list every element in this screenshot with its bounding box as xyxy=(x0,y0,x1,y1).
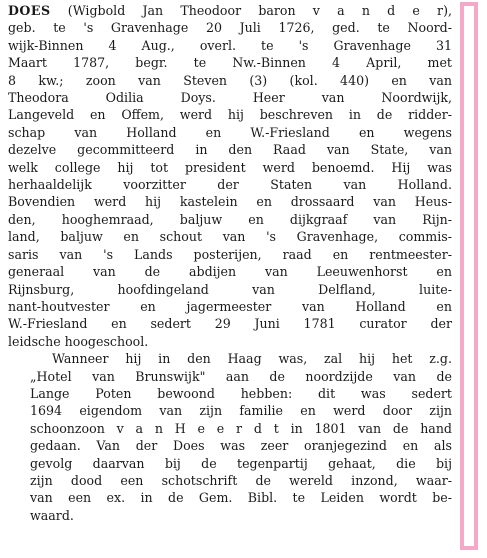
entry-line-1 xyxy=(8,2,452,19)
text-line: waard. xyxy=(30,507,74,523)
text-line: saris van 's Lands posterijen, raad en rentmeester- xyxy=(8,246,452,262)
text-line: schap van Holland en W.-Friesland en wegens xyxy=(8,124,452,140)
paragraph-1 xyxy=(8,2,452,350)
text-line: (Wigbold Jan Theodoor baron v a n d e r), xyxy=(67,3,452,18)
paragraph-2 xyxy=(8,350,452,524)
text-line: nant-houtvester en jagermeester van Holland en xyxy=(8,298,452,314)
text-line: 8 kw.; zoon van Steven (3) (kol. 440) en van xyxy=(8,72,452,88)
text-line: Langeveld en Offem, werd hij beschreven in de ridder- xyxy=(8,107,452,123)
text-line: wijk-Binnen 4 Aug., overl. te 's Gravenhage 31 xyxy=(8,37,452,53)
text-line: Theodora Odilia Doys. Heer van Noordwijk, xyxy=(8,90,452,106)
text-line: W.-Friesland en sedert 29 Juni 1781 curator der xyxy=(8,316,452,332)
text-line: welk college hij tot president werd benoemd. Hij was xyxy=(8,159,452,175)
text-line: „Hotel van Brunswijk" aan de noordzijde van de xyxy=(30,368,452,384)
text-line: generaal van de abdijen van Leeuwenhorst en xyxy=(8,264,452,280)
text-line: Rijnsburg, hoofdingeland van Delfland, luite- xyxy=(8,281,452,297)
entry-surname: DOES xyxy=(8,3,51,18)
text-line: geb. te 's Gravenhage 20 Juli 1726, ged. te Noord- xyxy=(8,20,452,36)
text-line: Wanneer hij in den Haag was, zal hij het z.g. xyxy=(52,351,452,367)
text-line: 1694 eigendom van zijn familie en werd door zijn xyxy=(30,403,452,419)
text-line: herhaaldelijk voorzitter der Staten van Holland. xyxy=(8,177,452,193)
text-line: den, hooghemraad, baljuw en dijkgraaf van Rijn- xyxy=(8,211,452,227)
text-line: schoonzoon v a n H e e r d t in 1801 van de hand xyxy=(30,420,452,436)
text-line: gevolg daarvan bij de tegenpartij gehaat, die bij xyxy=(30,455,452,471)
text-line: Maart 1787, begr. te Nw.-Binnen 4 April, met xyxy=(8,55,452,71)
text-line: Bovendien werd hij kastelein en drossaard van Heus- xyxy=(8,194,452,210)
text-line: land, baljuw en schout van 's Gravenhage, commis- xyxy=(8,229,452,245)
text-line: Lange Poten bewoond hebben: dit was sedert xyxy=(30,385,452,401)
biography-entry xyxy=(8,2,452,524)
text-line: zijn dood een schotschrift de wereld inzond, waar- xyxy=(30,472,452,488)
pink-border-frame xyxy=(460,2,478,550)
text-line: van een ex. in de Gem. Bibl. te Leiden wordt be- xyxy=(30,490,452,506)
text-line: dezelve gecommitteerd in den Raad van State, van xyxy=(8,142,452,158)
text-line: gedaan. Van der Does was zeer oranjegezind en als xyxy=(30,438,452,454)
text-line: leidsche hoogeschool. xyxy=(8,333,149,349)
